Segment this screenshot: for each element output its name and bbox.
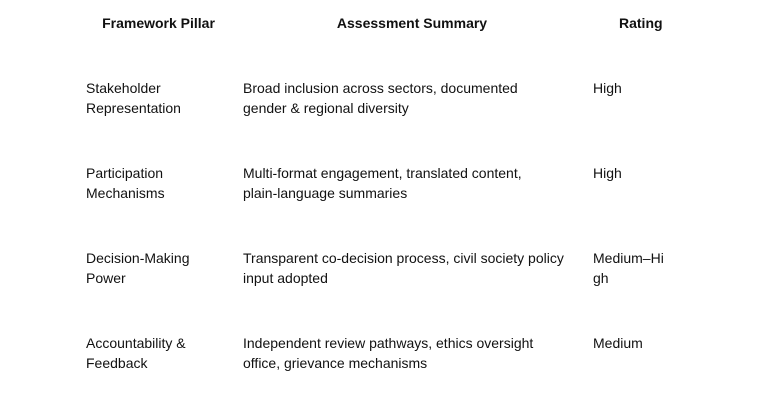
pillar-text-line: Representation	[86, 100, 181, 116]
rating-text-line: High	[593, 165, 622, 181]
pillar-cell	[80, 248, 237, 288]
summary-text-line: office, grievance mechanisms	[243, 355, 428, 371]
header-assessment-summary: Assessment Summary	[336, 15, 488, 31]
rating-cell	[587, 163, 690, 183]
header-rating: Rating	[619, 15, 663, 31]
rating-text-line: gh	[593, 270, 609, 286]
pillar-text-line: Decision-Making	[86, 250, 190, 266]
summary-text-line: Broad inclusion across sectors, documented	[243, 80, 518, 96]
pillar-text-line: Accountability &	[86, 335, 186, 351]
rating-text-line: Medium	[593, 335, 643, 351]
rating-cell	[587, 78, 690, 98]
table-row	[80, 78, 690, 163]
summary-text-line: plain-language summaries	[243, 185, 408, 201]
pillar-text-line: Stakeholder	[86, 80, 161, 96]
table-header-row	[80, 0, 690, 46]
pillar-text-line: Participation	[86, 165, 164, 181]
pillar-text-line: Feedback	[86, 355, 148, 371]
rating-text-line: High	[593, 80, 622, 96]
rating-cell	[587, 248, 690, 288]
summary-cell	[237, 248, 587, 288]
rating-cell	[587, 333, 690, 353]
summary-text-line: input adopted	[243, 270, 328, 286]
summary-text-line: Transparent co-decision process, civil society policy	[243, 250, 564, 266]
summary-text-line: Multi-format engagement, translated content,	[243, 165, 522, 181]
pillar-cell	[80, 163, 237, 203]
assessment-table	[80, 0, 690, 418]
table-row	[80, 248, 690, 333]
summary-text-line: Independent review pathways, ethics oversight	[243, 335, 534, 351]
pillar-cell	[80, 333, 237, 373]
header-framework-pillar: Framework Pillar	[102, 15, 215, 31]
pillar-cell	[80, 78, 237, 118]
pillar-text-line: Mechanisms	[86, 185, 165, 201]
summary-cell	[237, 333, 587, 373]
summary-cell	[237, 78, 587, 118]
table-row	[80, 333, 690, 418]
summary-cell	[237, 163, 587, 203]
summary-text-line: gender & regional diversity	[243, 100, 409, 116]
pillar-text-line: Power	[86, 270, 126, 286]
rating-text-line: Medium–Hi	[593, 250, 664, 266]
table-row	[80, 163, 690, 248]
